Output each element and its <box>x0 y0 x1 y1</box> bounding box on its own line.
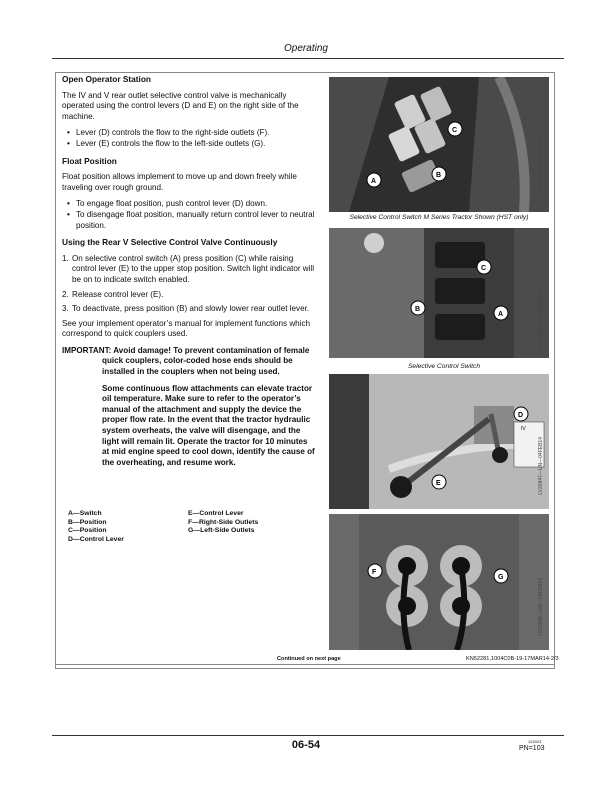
list-item: • Lever (D) controls the flow to the right-side outlets (F). <box>62 128 316 139</box>
step-text: Release control lever (E). <box>72 289 164 299</box>
heading-float: Float Position <box>62 155 117 166</box>
legend-item: F—Right-Side Outlets <box>188 518 259 526</box>
figure-control-levers <box>329 374 549 509</box>
list-item <box>62 290 316 301</box>
switch-panel-photo <box>329 228 549 358</box>
figure-code: LV20945—UN—04FEB14 <box>538 135 544 193</box>
running-header: Operating <box>284 43 328 54</box>
reference-code: KN52281,1004C0B-19-17MAR14-2/3 <box>466 656 559 662</box>
outlets-photo <box>329 514 549 650</box>
page-number: 06-54 <box>291 739 321 751</box>
list-item <box>62 304 316 315</box>
frame-bottom-rule <box>55 664 555 665</box>
legend-item: E—Control Lever <box>188 510 244 517</box>
important-label: IMPORTANT: <box>62 345 112 355</box>
figure-code: LV20948—UN—04FEB14 <box>538 578 544 636</box>
bullet-list <box>62 199 316 231</box>
svg-text:B: B <box>436 172 442 179</box>
paragraph: See your implement operator’s manual for implement functions which correspond to quick couplers used. <box>62 318 311 339</box>
svg-text:A: A <box>498 311 504 318</box>
step-number: 1. <box>62 253 69 263</box>
heading-open-station: Open Operator Station <box>62 74 151 84</box>
important-text: Some continuous flow attachments can elevate tractor oil temperature. Make sure to refer to the operator’s manual of the attachment and supply the device the proper flow rate. In the event that the tractor hydraulic system overheats, the valve will disengage, and the light will remain lit. Operate the tractor for 10 minutes at mid engine speed to cool down, identify the cause of the overheating, and resume work. <box>102 383 315 467</box>
svg-text:A: A <box>371 178 377 185</box>
figure-caption: Selective Control Switch <box>407 363 481 370</box>
switch-photo <box>329 77 549 212</box>
legend-item: A—Switch <box>68 510 102 517</box>
header-rule <box>52 58 564 59</box>
text-column <box>62 74 316 474</box>
decal-text: IV <box>521 426 526 432</box>
legend-item: G—Left-Side Outlets <box>188 527 255 535</box>
step-list <box>62 254 316 315</box>
footer-rule <box>52 735 564 736</box>
list-item: • To engage float position, push control lever (D) down. <box>62 199 316 210</box>
legend-item: D—Control Lever <box>68 535 124 543</box>
legend-col-right <box>188 510 258 536</box>
step-text: To deactivate, press position (B) and slowly lower rear outlet lever. <box>72 304 310 314</box>
legend-col-left <box>68 510 124 544</box>
figure-code: LV20947—UN—04FEB14 <box>538 437 544 495</box>
figure-code: LV20946—UN—04FEB14 <box>538 290 544 348</box>
figure-selective-switch <box>329 228 549 358</box>
svg-text:D: D <box>518 412 524 419</box>
figure-caption: Selective Control Switch M Series Tractor Shown (HST only) <box>349 214 529 221</box>
list-item: • Lever (E) controls the flow to the left-side outlets (G). <box>62 139 316 150</box>
footer-small-code: 122023 <box>528 739 542 744</box>
step-number: 2. <box>62 289 69 299</box>
step-text: On selective control switch (A) press position (C) while raising control lever (E) to the upper stop position. Switch light indicator will be on to indicate switch enabled. <box>72 253 315 284</box>
important-text: Avoid damage! To prevent contamination of female quick couplers, color-coded hose ends should be installed in the couplers when not being used. <box>102 345 310 377</box>
legend-item: C—Position <box>68 527 107 535</box>
step-number: 3. <box>62 304 69 314</box>
svg-text:G: G <box>498 574 504 581</box>
paragraph: The IV and V rear outlet selective control valve is mechanically operated using the control levers (D and E) on the right side of the machine. <box>62 90 299 121</box>
figure-outlets <box>329 514 549 650</box>
list-item: • To disengage float position, manually return control lever to neutral position. <box>62 210 316 231</box>
heading-rear-v: Using the Rear V Selective Control Valve Continuously <box>62 237 278 248</box>
continued-note: Continued on next page <box>277 656 341 662</box>
legend-item: B—Position <box>68 518 107 526</box>
important-notice <box>62 346 316 469</box>
footer-pn: PN=103 <box>519 745 545 752</box>
svg-text:B: B <box>415 306 421 313</box>
list-item <box>62 254 316 286</box>
levers-photo <box>329 374 549 509</box>
svg-text:C: C <box>452 127 458 134</box>
bullet-list <box>62 128 316 149</box>
figure-switch-m-series <box>329 77 549 212</box>
svg-text:E: E <box>436 480 441 487</box>
paragraph: Float position allows implement to move up and down freely while traveling over rough ground. <box>62 172 297 192</box>
svg-text:F: F <box>372 569 377 576</box>
svg-text:C: C <box>481 265 487 272</box>
